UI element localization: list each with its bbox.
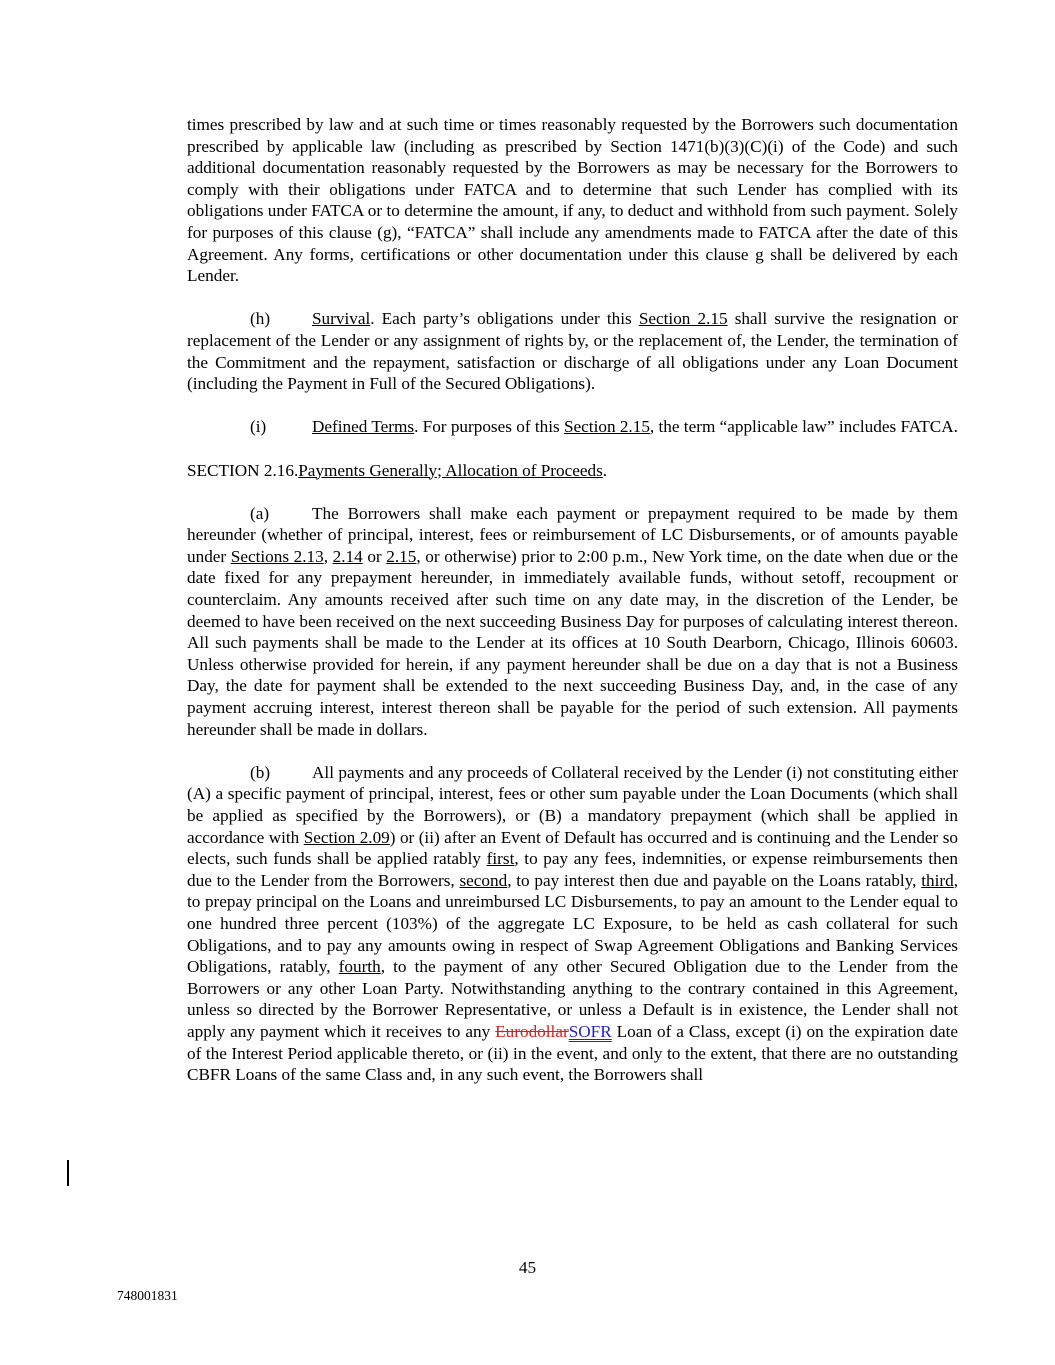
- paragraph-i-defined-terms: (i) Defined Terms. For purposes of this Section 2.15, the term “applicable law” includes FATCA.: [250, 417, 958, 437]
- deleted-text: Eurodollar: [495, 1021, 569, 1041]
- clause-label: (i): [250, 417, 267, 437]
- paragraph-h-survival: (h) Survival. Each party’s obligations under this Section 2.15 shall survive the resignation or replacement of the Lender or any assignment of rights by, or the replacement of, the Lender, the termination of the Commitment and the repayment, satisfaction or discharge of all obligations under any Loan Document (including the Payment in Full of the Secured Obligations).: [187, 309, 958, 394]
- page-number: 45: [518, 1258, 537, 1277]
- track-changes-change-bar: [67, 1160, 69, 1186]
- paragraph-a-payments-generally: (a) The Borrowers shall make each payment or prepayment required to be made by them hereunder (whether of principal, interest, fees or reimbursement of LC Disbursements, or of amounts payable under Sections 2.13, 2.14 or 2.15, or otherwise) prior to 2:00 p.m., New York time, on the date when due or the date fixed for any prepayment hereunder, in immediately available funds, without setoff, recoupment or counterclaim. Any amounts received after such time on any date may, in the discretion of the Lender, be deemed to have been received on the next succeeding Business Day for purposes of calculating interest thereon. All such payments shall be made to the Lender at its offices at 10 South Dearborn, Chicago, Illinois 60603. Unless otherwise provided for herein, if any payment hereunder shall be due on a day that is not a Business Day, the date for payment shall be extended to the next succeeding Business Day, and, in the case of any payment accruing interest, interest thereon shall be payable for the period of such extension. All payments hereunder shall be made in dollars.: [187, 503, 959, 739]
- clause-label: (b): [250, 762, 271, 782]
- document-id-footer: 748001831: [117, 1288, 178, 1303]
- paragraph-fatca-clause-g: times prescribed by law and at such time or times reasonably requested by the Borrowers such documentation prescribed by applicable law (including as prescribed by Section 1471(b)(3)(C)(i) of the Code) and such additional documentation reasonably requested by the Borrowers as may be necessary for the Borrowers to comply with their obligations under FATCA and to determine that such Lender has complied with its obligations under FATCA or to determine the amount, if any, to deduct and withhold from such payment. Solely for purposes of this clause (g), “FATCA” shall include any amendments made to FATCA after the date of this Agreement. Any forms, certifications or other documentation under this clause g shall be delivered by each Lender.: [187, 115, 958, 286]
- clause-label: (h): [250, 309, 271, 329]
- paragraph-b-allocation-of-proceeds: (b) All payments and any proceeds of Collateral received by the Lender (i) not constituting either (A) a specific payment of principal, interest, fees or other sum payable under the Loan Documents (which shall be applied as specified by the Borrowers), or (B) a mandatory prepayment (which shall be applied in accordance with Section 2.09) or (ii) after an Event of Default has occurred and is continuing and the Lender so elects, such funds shall be applied ratably first, to pay any fees, indemnities, or expense reimbursements then due to the Lender from the Borrowers, second, to pay interest then due and payable on the Loans ratably, third, to prepay principal on the Loans and unreimbursed LC Disbursements, to pay an amount to the Lender equal to one hundred three percent (103%) of the aggregate LC Exposure, to be held as cash collateral for such Obligations, and to pay any amounts owing in respect of Swap Agreement Obligations and Banking Services Obligations, ratably, fourth, to the payment of any other Secured Obligation due to the Lender from the Borrowers or any other Loan Party. Notwithstanding anything to the contrary contained in this Agreement, unless so directed by the Borrower Representative, or unless a Default is in existence, the Lender shall not apply any payment which it receives to any EurodollarSOFR Loan of a Class, except (i) on the expiration date of the Interest Period applicable thereto, or (ii) in the event, and only to the extent, that there are no outstanding CBFR Loans of the same Class and, in any such event, the Borrowers shall: [187, 762, 959, 1085]
- clause-label: (a): [250, 503, 270, 523]
- heading-section-2-16: SECTION 2.16.Payments Generally; Allocation of Proceeds.: [187, 460, 608, 480]
- inserted-text: SOFR: [568, 1021, 612, 1041]
- document-body: [187, 114, 958, 1086]
